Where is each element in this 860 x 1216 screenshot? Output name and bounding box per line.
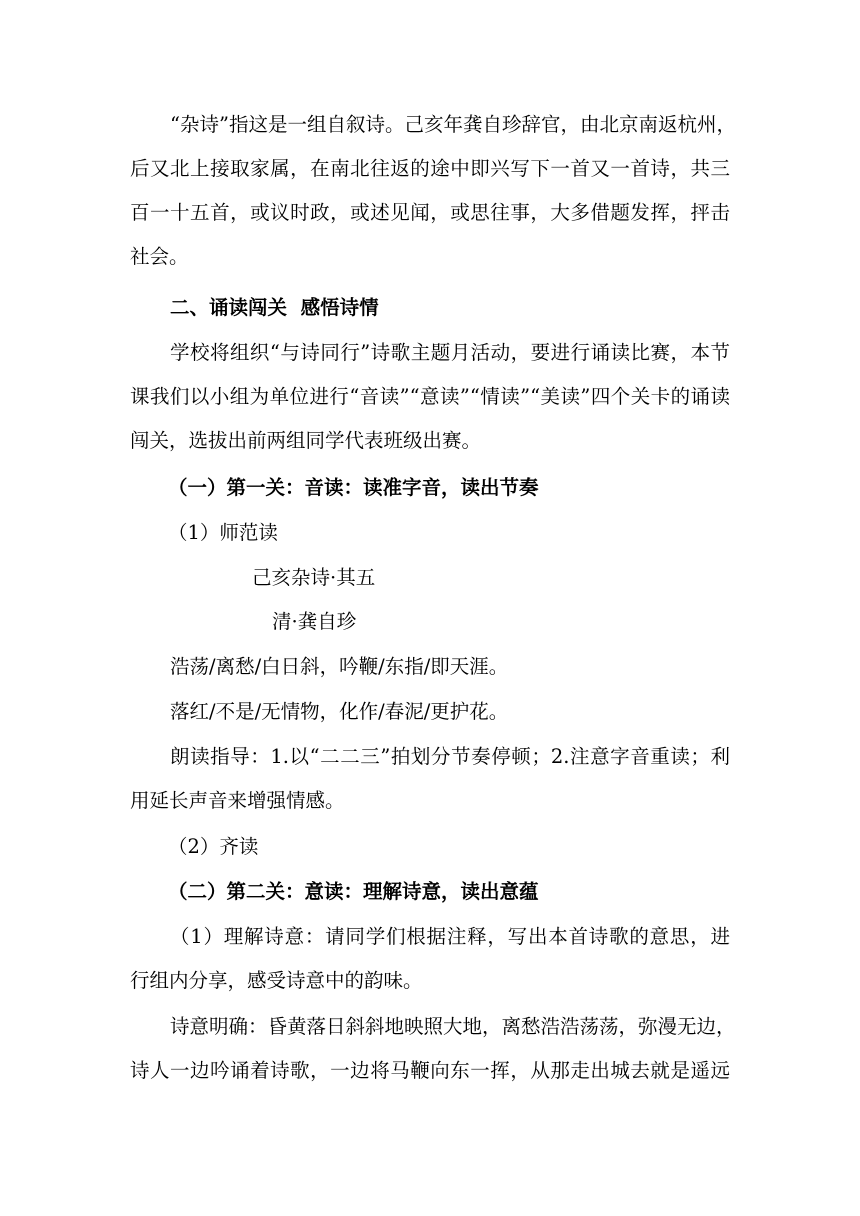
- section-heading: 二、诵读闯关 感悟诗情: [170, 296, 379, 319]
- step-label-1: （1）师范读: [168, 521, 278, 544]
- text-line: 学校将组织“与诗同行”诗歌主题月活动，要进行诵读比赛，本节: [170, 341, 730, 364]
- text-line: 课我们以小组为单位进行“音读”“意读”“情读”“美读”四个关卡的诵读: [130, 385, 730, 408]
- text-line: 后又北上接取家属，在南北往返的途中即兴写下一首又一首诗，共三: [130, 157, 730, 180]
- text-line: 朗读指导：1.以“二二三”拍划分节奏停顿；2.注意字音重读；利: [170, 745, 730, 768]
- text-line: 行组内分享，感受诗意中的韵味。: [130, 969, 423, 992]
- text-line: 诗人一边吟诵着诗歌，一边将马鞭向东一挥，从那走出城去就是遥远: [130, 1059, 730, 1082]
- paragraph-activity: [130, 331, 730, 463]
- paragraph-intro: [130, 103, 736, 279]
- text-line: 用延长声音来增强情感。: [130, 789, 345, 812]
- paragraph-poem-meaning: [130, 1005, 736, 1093]
- poem-title: 己亥杂诗·其五: [252, 566, 376, 589]
- subsection-heading-2: （二）第二关：意读：理解诗意，读出意蕴: [168, 880, 539, 903]
- subsection-heading-1: （一）第一关：音读：读准字音，读出节奏: [168, 476, 539, 499]
- paragraph-reading-guide: [130, 735, 730, 823]
- text-line: 百一十五首，或议时政，或述见闻，或思往事，大多借题发挥，抨击: [130, 201, 730, 224]
- poem-line-1: 浩荡/离愁/白日斜，吟鞭/东指/即天涯。: [170, 655, 509, 678]
- text-line: 诗意明确：昏黄落日斜斜地映照大地，离愁浩浩荡荡，弥漫无边，: [170, 1015, 736, 1038]
- text-line: 闯关，选拔出前两组同学代表班级出赛。: [130, 429, 482, 452]
- text-line: “杂诗”指这是一组自叙诗。己亥年龚自珍辞官，由北京南返杭州，: [170, 113, 736, 136]
- poem-author: 清·龚自珍: [272, 610, 357, 633]
- text-line: （1）理解诗意：请同学们根据注释，写出本首诗歌的意思，进: [170, 925, 730, 948]
- text-line: 社会。: [130, 245, 189, 268]
- paragraph-understand-poem: [130, 915, 730, 1003]
- poem-line-2: 落红/不是/无情物，化作/春泥/更护花。: [170, 700, 509, 723]
- step-label-2: （2）齐读: [168, 835, 259, 858]
